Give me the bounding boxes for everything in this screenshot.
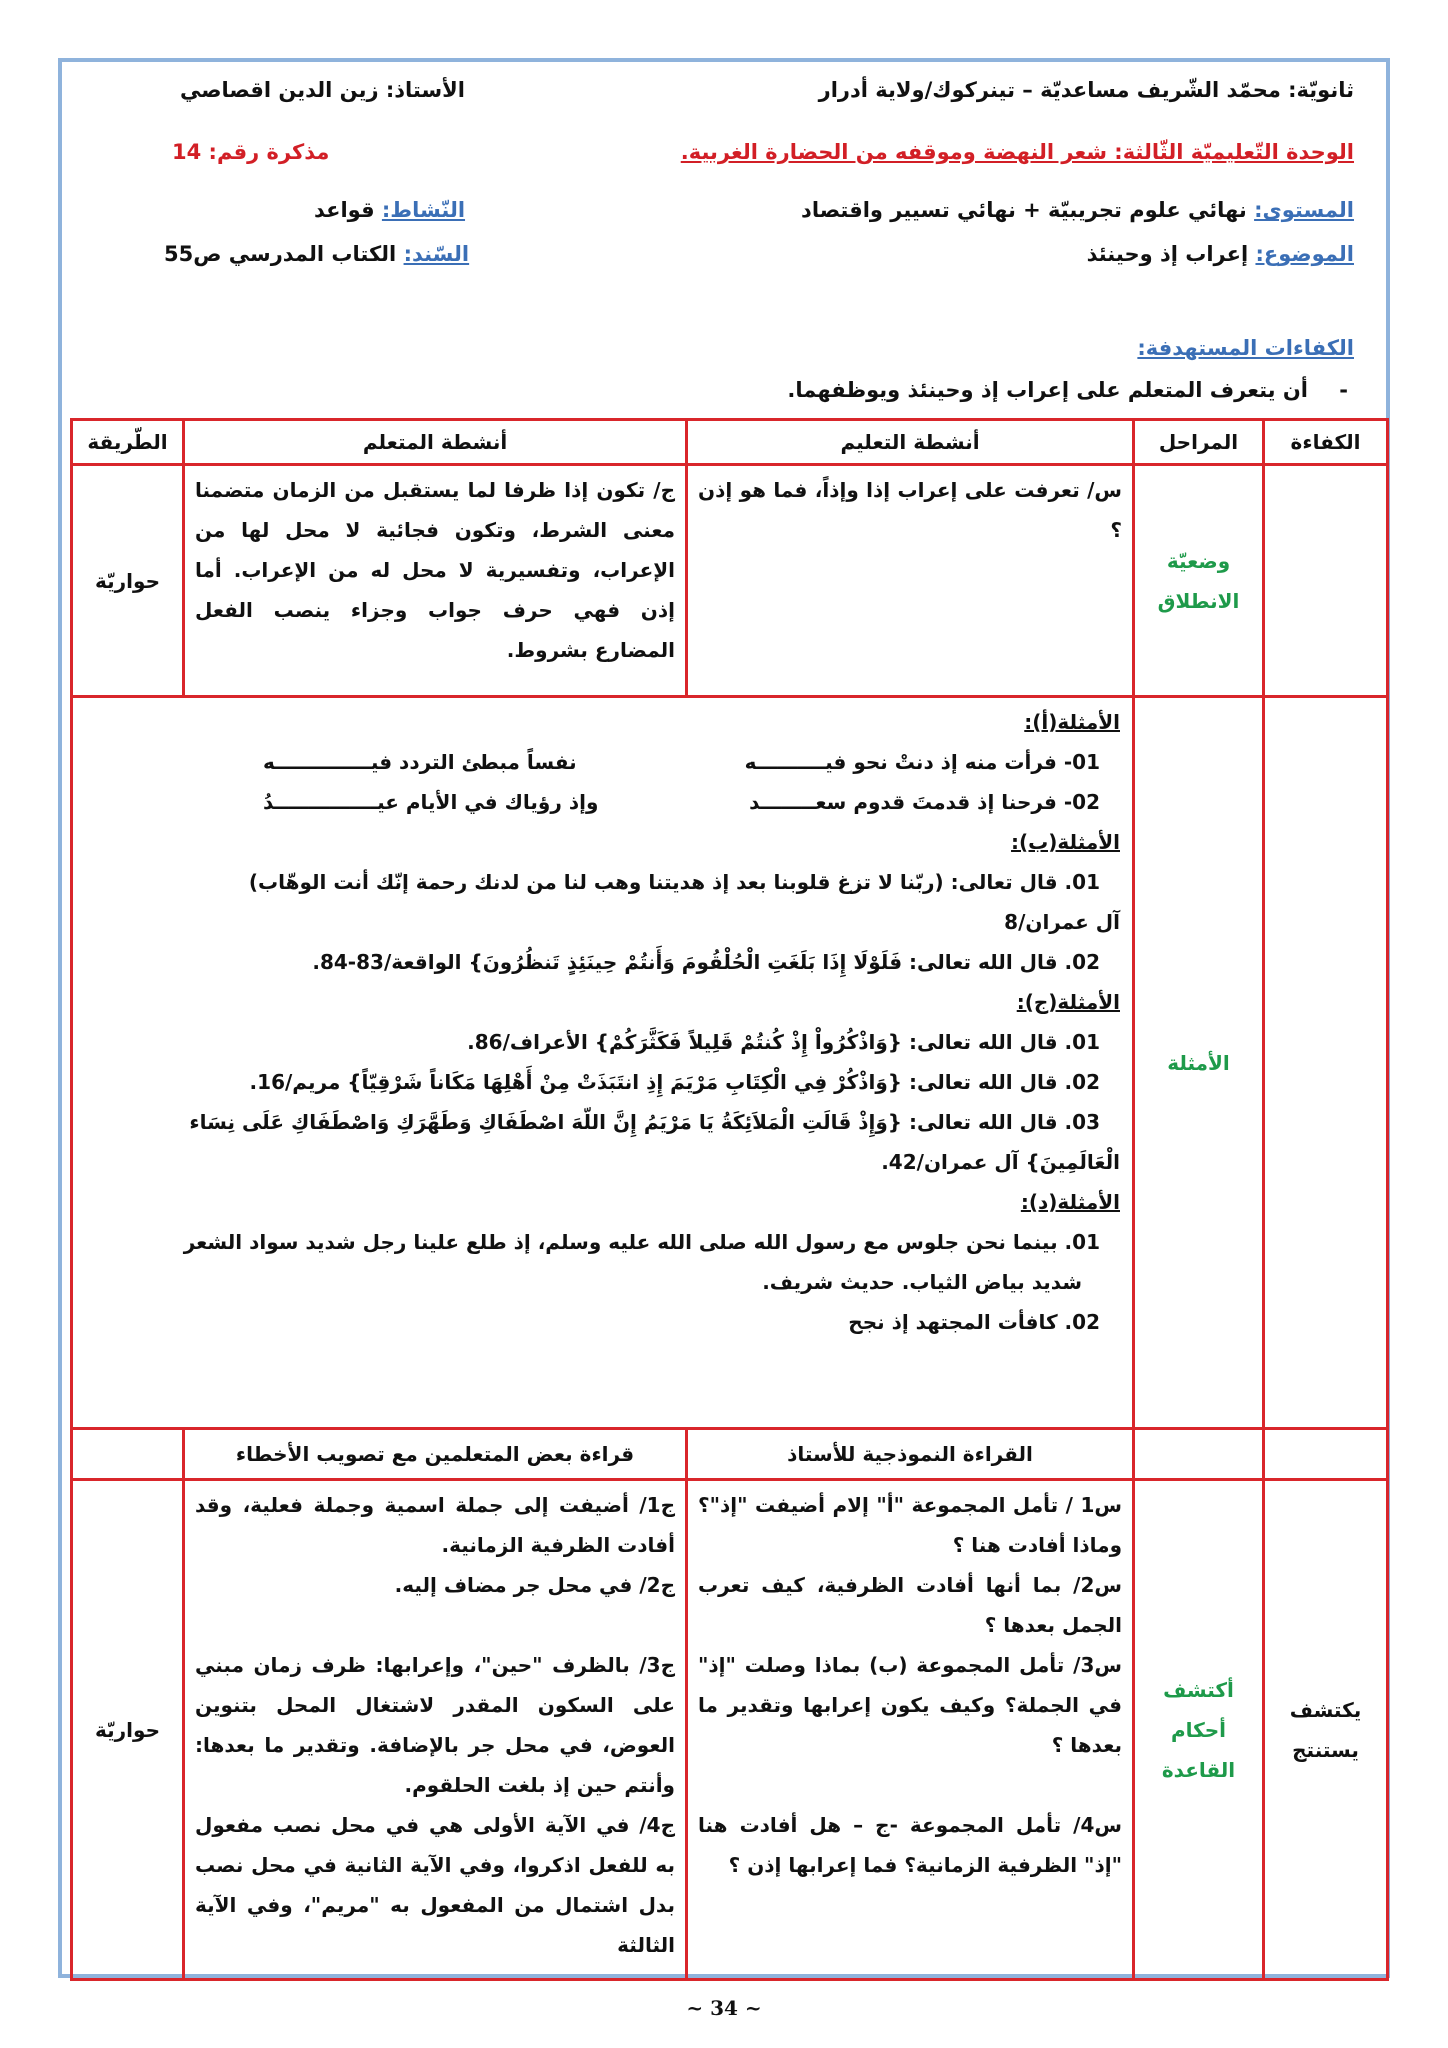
cell-method-empty — [72, 1429, 184, 1480]
level-label: المستوى: — [1254, 198, 1354, 222]
activity-label: النّشاط: — [381, 198, 466, 222]
answer-3: ج3/ بالظرف "حين"، وإعرابها: ظرف زمان مبني على السكون المقدر لاشتغال المحل بتنوين العوض، في محل جر بالإضافة. وتقدير ما بعدها: وأنتم حين إذ بلغت الحلقوم. — [195, 1653, 675, 1797]
question-2: س2/ بما أنها أفادت الظرفية، كيف تعرب الجمل بعدها ؟ — [698, 1573, 1122, 1637]
verse-2-second: وإذ رؤياك في الأيام عيـــــــــــــــدُ — [263, 790, 599, 814]
spacer — [195, 1605, 675, 1645]
cell-competency-empty-2 — [1264, 697, 1388, 1429]
targets-item: أن يتعرف المتعلم على إعراب إذ وحينئذ ويوظفهما. — [787, 378, 1308, 402]
table-row-reading — [72, 1429, 1388, 1480]
examples-d-title: الأمثلة(د): — [1020, 1190, 1120, 1214]
teaching-discover — [687, 1480, 1134, 1980]
page-number: ~ 34 ~ — [686, 1996, 762, 2020]
learner-launch: ج/ تكون إذا ظرفا لما يستقبل من الزمان متضمنا معنى الشرط، وتكون فجائية لا محل لها من الإعراب، وتفسيرية لا محل له من الإعراب. أما إذن فهي حرف جواب وجزاء ينصب الفعل المضارع بشروط. — [184, 465, 687, 697]
source-label: السّند: — [403, 242, 470, 266]
example-c2: 02. قال الله تعالى: {وَاذْكُرْ فِي الْكِتَابِ مَرْيَمَ إِذِ انتَبَذَتْ مِنْ أَهْلِهَا مَكَاناً شَرْقِيّاً} مريم/16. — [249, 1070, 1100, 1094]
targets-title: الكفاءات المستهدفة: — [1137, 336, 1354, 360]
example-d1-cont: شديد بياض الثياب. حديث شريف. — [762, 1270, 1082, 1294]
level-value: نهائي علوم تجريبيّة + نهائي تسيير واقتصاد — [801, 198, 1247, 222]
example-c1: 01. قال الله تعالى: {وَاذْكُرُواْ إِذْ كُنتُمْ قَلِيلاً فَكَثَّرَكُمْ} الأعراف/86. — [467, 1030, 1100, 1054]
example-b1-ref: آل عمران/8 — [1004, 910, 1120, 934]
activity-value: قواعد — [314, 198, 375, 222]
example-c3: 03. قال الله تعالى: {وَإِذْ قَالَتِ الْمَلاَئِكَةُ يَا مَرْيَمُ إِنَّ اللّهَ اصْطَفَاكِ وَطَهَّرَكِ وَاصْطَفَاكِ عَلَى نِسَاء — [189, 1110, 1100, 1134]
answer-1: ج1/ أضيفت إلى جملة اسمية وجملة فعلية، وقد أفادت الظرفية الزمانية. — [195, 1493, 675, 1557]
method-discover: حواريّة — [72, 1480, 184, 1980]
topic-value: إعراب إذ وحينئذ — [1086, 242, 1249, 266]
stage-examples: الأمثلة — [1134, 697, 1264, 1429]
spacer — [698, 1765, 1122, 1805]
learner-reading: قراءة بعض المتعلمين مع تصويب الأخطاء — [184, 1429, 687, 1480]
school-name: ثانويّة: محمّد الشّريف مساعديّة – تينركوك/ولاية أدرار — [818, 78, 1354, 102]
competency-discover: يكتشف يستنتج — [1264, 1480, 1388, 1980]
activity-line — [314, 198, 465, 222]
table-row-discover — [72, 1480, 1388, 1980]
examples-c-title: الأمثلة(ج): — [1016, 990, 1120, 1014]
header-stages: المراحل — [1134, 420, 1264, 465]
answer-2: ج2/ في محل جر مضاف إليه. — [394, 1573, 675, 1597]
stage-discover: أكتشف أحكام القاعدة — [1134, 1480, 1264, 1980]
source-line — [164, 242, 469, 266]
source-value: الكتاب المدرسي ص55 — [164, 242, 397, 266]
verse-1-second: نفساً مبطئ التردد فيــــــــــــــه — [263, 750, 577, 774]
verse-1-first: 01- فرأت منه إذ دنتْ نحو فيــــــــــه — [744, 750, 1100, 774]
verse-1 — [83, 742, 1120, 782]
examples-b-title: الأمثلة(ب): — [1011, 830, 1120, 854]
examples-a-title: الأمثلة(أ): — [1024, 710, 1120, 734]
level-line — [801, 198, 1354, 222]
answer-4: ج4/ في الآية الأولى هي في محل نصب مفعول به للفعل اذكروا، وفي الآية الثانية في محل نصب بدل اشتمال من المفعول به "مريم"، وفي الآية الثالثة — [195, 1813, 675, 1957]
question-3: س3/ تأمل المجموعة (ب) بماذا وصلت "إذ" في الجملة؟ وكيف يكون إعرابها وتقدير ما بعدها ؟ — [698, 1653, 1122, 1757]
examples-cell — [72, 697, 1134, 1429]
teacher-name: الأستاذ: زين الدين اقصاصي — [180, 78, 465, 102]
method-launch: حواريّة — [72, 465, 184, 697]
verse-2-first: 02- فرحنا إذ قدمتَ قدوم سعــــــــد — [749, 790, 1100, 814]
example-c3-cont: الْعَالَمِينَ} آل عمران/42. — [881, 1150, 1120, 1174]
learner-discover — [184, 1480, 687, 1980]
example-b1: 01. قال تعالى: (ربّنا لا تزغ قلوبنا بعد إذ هديتنا وهب لنا من لدنك رحمة إنّك أنت الوهّاب) — [248, 870, 1100, 894]
table-row-launch — [72, 465, 1388, 697]
lesson-table — [70, 418, 1389, 1981]
example-d1: 01. بينما نحن جلوس مع رسول الله صلى الله عليه وسلم، إذ طلع علينا رجل شديد سواد الشعر — [183, 1230, 1100, 1254]
topic-label: الموضوع: — [1255, 242, 1354, 266]
verse-2 — [83, 782, 1120, 822]
question-4: س4/ تأمل المجموعة -ج – هل أفادت هنا "إذ" الظرفية الزمانية؟ فما إعرابها إذن ؟ — [698, 1813, 1122, 1877]
cell-stage-empty — [1134, 1429, 1264, 1480]
example-b2: 02. قال الله تعالى: فَلَوْلَا إِذَا بَلَغَتِ الْحُلْقُومَ وَأَنتُمْ حِينَئِذٍ تَنظُرُونَ} الواقعة/83-84. — [312, 950, 1100, 974]
question-1: س1 / تأمل المجموعة "أ" إلام أضيفت "إذ"؟ وماذا أفادت هنا ؟ — [698, 1493, 1122, 1557]
header-learner: أنشطة المتعلم — [184, 420, 687, 465]
header-method: الطّريقة — [72, 420, 184, 465]
header-competency: الكفاءة — [1264, 420, 1388, 465]
memo-number: مذكرة رقم: 14 — [172, 140, 330, 164]
teaching-launch: س/ تعرفت على إعراب إذا وإذاً، فما هو إذن ؟ — [687, 465, 1134, 697]
cell-competency-empty-3 — [1264, 1429, 1388, 1480]
targets-dash: - — [1339, 378, 1348, 402]
stage-launch: وضعيّة الانطلاق — [1134, 465, 1264, 697]
example-d2: 02. كافأت المجتهد إذ نجح — [848, 1310, 1100, 1334]
unit-title: الوحدة التّعليميّة الثّالثة: شعر النهضة وموقفه من الحضارة الغربية. — [680, 140, 1354, 164]
header-teaching: أنشطة التعليم — [687, 420, 1134, 465]
table-row-examples — [72, 697, 1388, 1429]
topic-line — [1087, 242, 1354, 266]
teaching-reading: القراءة النموذجية للأستاذ — [687, 1429, 1134, 1480]
cell-competency-empty — [1264, 465, 1388, 697]
table-header-row — [72, 420, 1388, 465]
